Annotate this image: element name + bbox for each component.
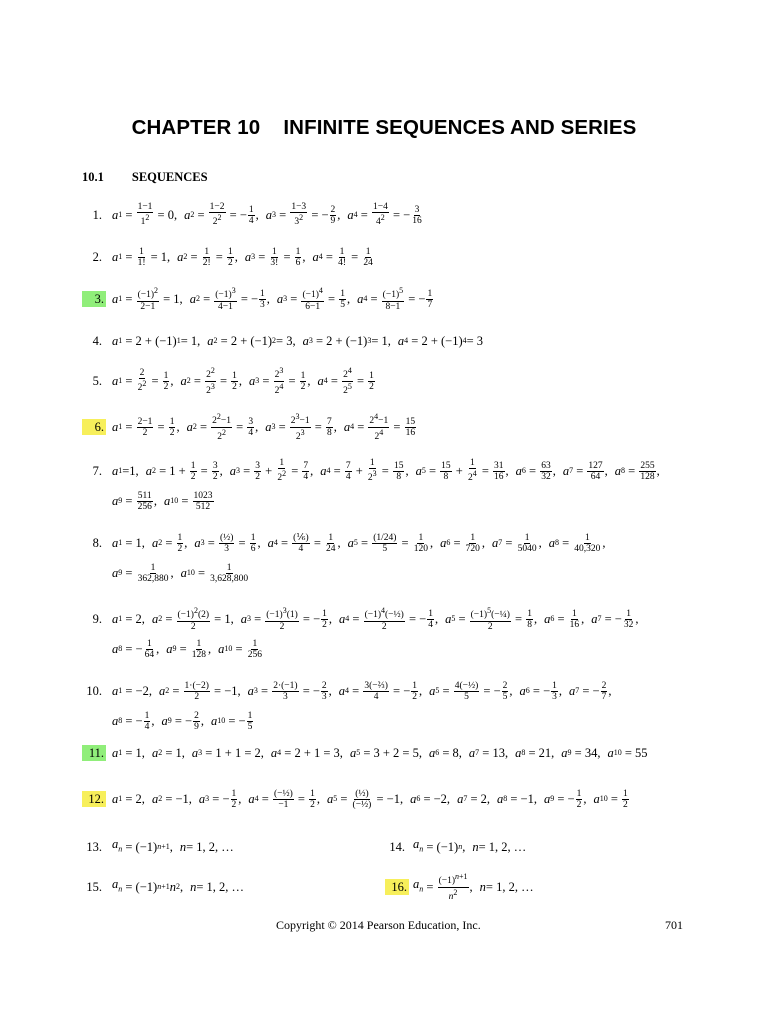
problem-number: 10. — [86, 684, 102, 698]
problem-number: 15. — [86, 880, 102, 894]
problem-row-15-16 — [82, 872, 686, 902]
problem-row-13-14 — [82, 832, 686, 862]
problem-number: 14. — [389, 840, 405, 854]
problem-9-equation-line1: a 1 = 2, a 2 = $\frac{(-1)^2(2)}{2}$ = 1, a 3 = $\frac{(-1)^3(1)}{2}$ = − $\frac{1}{2}$ , a 4 = $\frac{(-1)^4(-\frac{1}{2})}{2}$ = − $\frac{1}{4}$ , a 5 = $\frac{(-1)^5(-\frac{1}{4})}{2}$ = $\frac{1}{8}$ , a 6 = $\frac{1}{16}$ , a 7 = − $\frac{1}{32}$ , — [112, 606, 639, 632]
problem-12 — [82, 784, 686, 814]
problem-10-equation-line1: a 1 = −2, a 2 = $\frac{1\cdot(-2)}{2}$ = −1, a 3 = $\frac{2\cdot(-1)}{3}$ = − $\frac{2}{3}$ , a 4 = $\frac{\text{3(−⅔)}}{4}$ = − $\frac{1}{2}$ , a 5 = $\frac{\text{4(−½)}}{5}$ = − $\frac{2}{5}$ , a 6 = − $\frac{1}{3}$ , a 7 = − $\frac{2}{7}$ , — [112, 680, 612, 702]
problem-11 — [82, 738, 686, 768]
problem-7 — [82, 456, 686, 516]
problem-number: 13. — [86, 840, 102, 854]
problem-number: 3. — [82, 291, 106, 307]
section-number: 10.1 — [82, 170, 104, 184]
problem-number: 7. — [92, 464, 102, 478]
problem-7-equation-line2: a 9 = $\frac{511}{256}$ , a 10 = $\frac{1023}{512}$ — [112, 490, 213, 512]
section-heading — [82, 170, 208, 185]
problem-4 — [82, 326, 686, 356]
problem-8-equation-line2: a 9 = $\frac{1}{362,880}$ , a 10 = $\frac{1}{3,628,800}$ — [112, 562, 249, 584]
problem-number: 12. — [82, 791, 106, 807]
problem-number: 4. — [92, 334, 102, 348]
problem-12-equation: a 1 = 2, a 2 = −1, a 3 = − $\frac{1}{2}$ , a 4 = $\frac{\text{(−½)}}{-1}$ = $\frac{1}{2}$ , a 5 = $\frac{\text{(½)}}{\text{(−½)}}$ = −1, a 6 = −2, a 7 = 2, a 8 = −1, a 9 = − $\frac{1}{2}$ , a 10 = $\frac{1}{2}$ — [112, 788, 628, 810]
problem-5-equation: a 1 = $\frac{2}{2^2}$ = $\frac{1}{2}$ , a 2 = $\frac{2^2}{2^3}$ = $\frac{1}{2}$ , a 3 = $\frac{2^3}{2^4}$ = $\frac{1}{2}$ , a 4 = $\frac{2^4}{2^5}$ = $\frac{1}{2}$ — [112, 366, 374, 396]
problem-9-equation-line2: a 8 = − $\frac{1}{64}$ , a 9 = $\frac{1}{128}$ , a 10 = $\frac{1}{256}$ — [112, 638, 262, 660]
problem-7-equation-line1: a 1 =1, a 2 = 1 + $\frac{1}{2}$ = $\frac{3}{2}$ , a 3 = $\frac{3}{2}$ + $\frac{1}{2^2}$ = $\frac{7}{4}$ , a 4 = $\frac{7}{4}$ + $\frac{1}{2^3}$ = $\frac{15}{8}$ , a 5 = $\frac{15}{8}$ + $\frac{1}{2^4}$ = $\frac{31}{16}$ , a 6 = $\frac{63}{32}$ , a 7 = $\frac{127}{64}$ , a 8 = $\frac{255}{128}$ , — [112, 458, 660, 484]
problem-9 — [82, 604, 686, 664]
problem-2 — [82, 242, 686, 272]
problem-15-equation: $a_n$ = (−1) n+1 n 2 , n = 1, 2, … — [112, 877, 245, 894]
problem-3-equation: a 1 = $\frac{(-1)^2}{2-1}$ = 1, a 2 = $\frac{(-1)^3}{4-1}$ = − $\frac{1}{3}$ , a 3 = $\frac{(-1)^4}{6-1}$ = $\frac{1}{5}$ , a 4 = $\frac{(-1)^5}{8-1}$ = − $\frac{1}{7}$ — [112, 286, 433, 312]
problem-number: 6. — [82, 419, 106, 435]
problem-number: 5. — [92, 374, 102, 388]
problem-2-equation: a 1 = $\frac{1}{1!}$ = 1, a 2 = $\frac{1}{2!}$ = $\frac{1}{2}$ , a 3 = $\frac{1}{3!}$ = $\frac{1}{6}$ , a 4 = $\frac{1}{4!}$ = $\frac{1}{24}$ — [112, 246, 373, 268]
footer-copyright: Copyright © 2014 Pearson Education, Inc. — [276, 918, 481, 932]
page-number: 701 — [665, 918, 683, 932]
problem-13-equation: $a_n$ = (−1) n+1 , n = 1, 2, … — [112, 837, 234, 854]
problem-number: 9. — [92, 612, 102, 626]
problem-number: 2. — [92, 250, 102, 264]
problem-11-equation: a 1 = 1, a 2 = 1, a 3 = 1 + 1 = 2, a 4 = 2 + 1 = 3, a 5 = 3 + 2 = 5, a 6 = 8, a 7 = 13, a 8 = 21, a 9 = 34, a 10 = 55 — [112, 746, 648, 760]
section-title: SEQUENCES — [131, 170, 208, 184]
problem-3 — [82, 284, 686, 314]
problem-10 — [82, 676, 686, 736]
problem-number: 16. — [385, 879, 409, 895]
problem-1-equation: a 1 = $\frac{1-1}{1^2}$ = 0, a 2 = $\frac{1-2}{2^2}$ = − $\frac{1}{4}$ , a 3 = $\frac{1-3}{3^2}$ = − $\frac{2}{9}$ , a 4 = $\frac{1-4}{4^2}$ = − $\frac{3}{16}$ — [112, 202, 422, 228]
problem-number: 1. — [92, 208, 102, 222]
problem-6 — [82, 412, 686, 442]
problem-5 — [82, 366, 686, 396]
chapter-title: CHAPTER 10 INFINITE SEQUENCES AND SERIES — [131, 116, 637, 139]
problem-6-equation: a 1 = $\frac{2-1}{2}$ = $\frac{1}{2}$ , a 2 = $\frac{2^2-1}{2^2}$ = $\frac{3}{4}$ , a 3 = $\frac{2^3-1}{2^3}$ = $\frac{7}{8}$ , a 4 = $\frac{2^4-1}{2^4}$ = $\frac{15}{16}$ — [112, 412, 416, 442]
problem-1 — [82, 200, 686, 230]
problem-8 — [82, 528, 686, 588]
problem-8-equation-line1: a 1 = 1, a 2 = $\frac{1}{2}$ , a 3 = $\frac{\text{(½)}}{3}$ = $\frac{1}{6}$ , a 4 = $\frac{\text{(⅙)}}{4}$ = $\frac{1}{24}$ , a 5 = $\frac{(1/24)}{5}$ = $\frac{1}{120}$ , a 6 = $\frac{1}{720}$ , a 7 = $\frac{1}{5040}$ , a 8 = $\frac{1}{40,320}$ , — [112, 532, 606, 554]
problem-number: 11. — [82, 745, 106, 761]
problem-10-equation-line2: a 8 = − $\frac{1}{4}$ , a 9 = − $\frac{2}{9}$ , a 10 = − $\frac{1}{5}$ — [112, 710, 253, 732]
problem-4-equation: a 1 = 2 + (−1) 1 = 1, a 2 = 2 + (−1) 2 = 3, a 3 = 2 + (−1) 3 = 1, a 4 = 2 + (−1) 4 = 3 — [112, 334, 484, 348]
problem-14-equation: $a_n$ = (−1) n , n = 1, 2, … — [413, 837, 527, 854]
problem-16-equation: $a_n$ = $\frac{(-1)^{n+1}}{n^2}$ , n = 1, 2, … — [413, 872, 534, 902]
problem-number: 8. — [92, 536, 102, 550]
